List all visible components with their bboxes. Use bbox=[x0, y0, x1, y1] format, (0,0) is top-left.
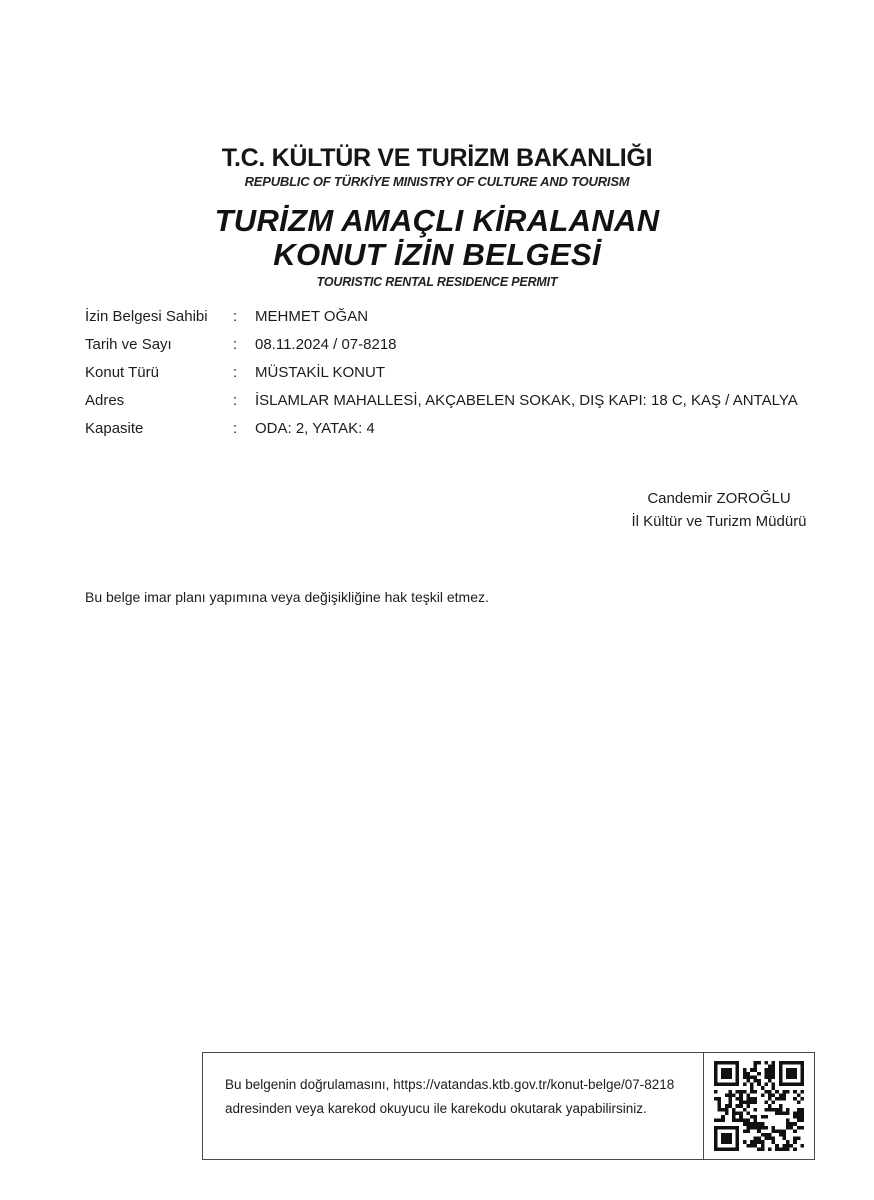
field-row-date-number bbox=[85, 331, 798, 359]
field-label: İzin Belgesi Sahibi bbox=[85, 308, 208, 325]
field-label: Konut Türü bbox=[85, 364, 159, 381]
field-row-address bbox=[85, 387, 798, 415]
document-title bbox=[0, 204, 874, 272]
qr-cell bbox=[703, 1053, 814, 1159]
verification-line1: Bu belgenin doğrulamasını, https://vatandas.ktb.gov.tr/konut-belge/07-8218 bbox=[225, 1077, 675, 1092]
ministry-subtitle: REPUBLIC OF TÜRKİYE MINISTRY OF CULTURE AND TOURISM bbox=[244, 174, 630, 189]
signatory-title: İl Kültür ve Turizm Müdürü bbox=[631, 513, 807, 530]
permit-fields bbox=[85, 303, 798, 443]
signatory-name: Candemir ZOROĞLU bbox=[647, 490, 791, 507]
field-row-residence-type bbox=[85, 359, 798, 387]
field-label: Kapasite bbox=[85, 420, 144, 437]
verification-text bbox=[203, 1053, 703, 1159]
verification-line2: adresinden veya karekod okuyucu ile karekodu okutarak yapabilirsiniz. bbox=[225, 1101, 647, 1116]
document-header bbox=[0, 143, 874, 289]
verification-box bbox=[202, 1052, 815, 1160]
signature-block bbox=[599, 487, 839, 533]
field-separator: : bbox=[233, 336, 238, 353]
field-separator: : bbox=[233, 420, 238, 437]
field-separator: : bbox=[233, 392, 238, 409]
field-value: 08.11.2024 / 07-8218 bbox=[255, 336, 397, 353]
document-title-line1: TURİZM AMAÇLI KİRALANAN bbox=[214, 203, 660, 238]
field-separator: : bbox=[233, 308, 238, 325]
document-title-line2: KONUT İZİN BELGESİ bbox=[273, 237, 601, 272]
qr-code-icon bbox=[714, 1061, 804, 1151]
field-label: Tarih ve Sayı bbox=[85, 336, 172, 353]
document-subtitle: TOURISTIC RENTAL RESIDENCE PERMIT bbox=[316, 275, 558, 289]
legal-note: Bu belge imar planı yapımına veya değişikliğine hak teşkil etmez. bbox=[85, 589, 489, 605]
field-label: Adres bbox=[85, 392, 125, 409]
field-row-capacity bbox=[85, 415, 798, 443]
ministry-title: T.C. KÜLTÜR VE TURİZM BAKANLIĞI bbox=[221, 144, 653, 172]
field-row-permit-holder bbox=[85, 303, 798, 331]
field-value: MEHMET OĞAN bbox=[255, 308, 369, 325]
field-separator: : bbox=[233, 364, 238, 381]
field-value: İSLAMLAR MAHALLESİ, AKÇABELEN SOKAK, DIŞ KAPI: 18 C, KAŞ / ANTALYA bbox=[255, 392, 798, 409]
field-value: MÜSTAKİL KONUT bbox=[255, 364, 386, 381]
field-value: ODA: 2, YATAK: 4 bbox=[255, 420, 375, 437]
